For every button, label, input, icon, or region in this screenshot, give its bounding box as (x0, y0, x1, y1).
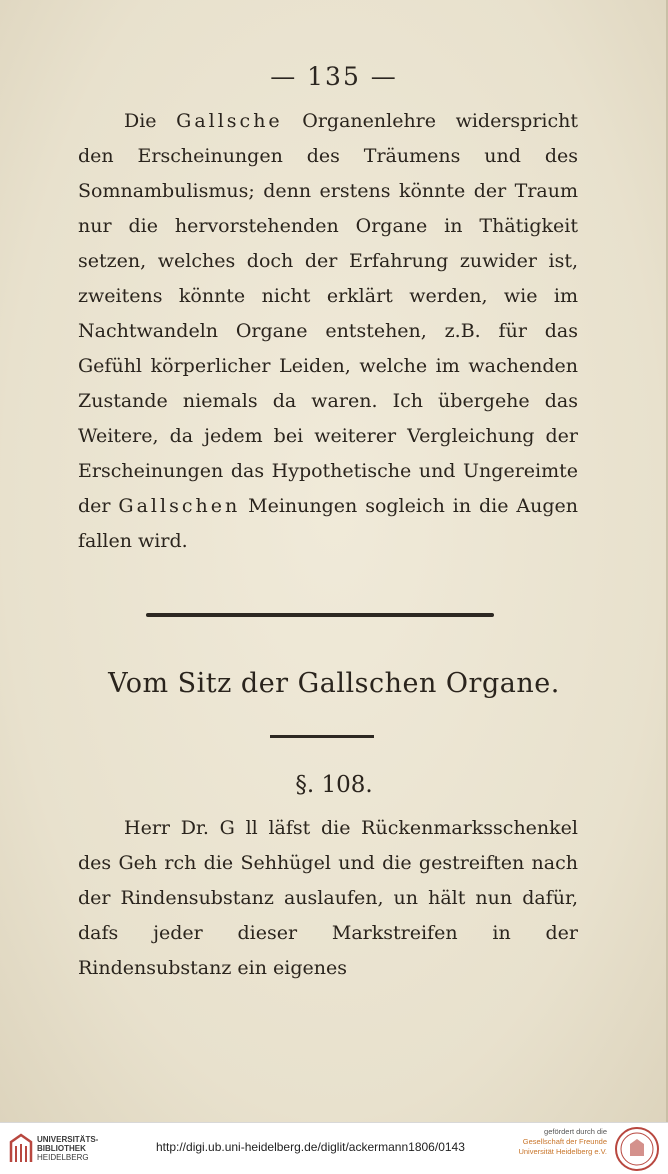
funder-line-2: Universität Heidelberg e.V. (518, 1147, 607, 1156)
paragraph-1-spaced-name: Gallsche (176, 110, 283, 132)
funding-note (512, 1127, 607, 1157)
paragraph-1-text-c: Meinungen sogleich in die Augen fallen wird. (78, 495, 578, 552)
page-number: — 135 — (270, 62, 398, 91)
paragraph-number: §. 108. (295, 772, 373, 798)
paragraph-2-text: Herr Dr. G ll läfst die Rückenmarksschenkel des Geh rch die Sehhügel und die gestreiften nach der Rindensubstanz auslaufen, un hält nun dafür, dafs jeder dieser Markstreifen in der Rindensubstanz ein eigenes (78, 817, 578, 979)
section-divider-rule (146, 613, 494, 617)
funded-by-label: gefördert durch die (544, 1127, 607, 1136)
permalink-url[interactable]: http://digi.ub.uni-heidelberg.de/diglit/ackermann1806/0143 (156, 1140, 465, 1154)
digitization-footer (0, 1122, 668, 1174)
paragraph-2 (78, 811, 578, 986)
funder-line-1: Gesellschaft der Freunde (522, 1137, 607, 1146)
paragraph-1-text-a: Die (124, 110, 177, 132)
library-name-line-1: UNIVERSITÄTS- (37, 1135, 99, 1144)
paragraph-1-text-b: Organenlehre widerspricht den Erscheinungen des Träumens und des Somnambulismus; denn erstens könnte der Traum nur die hervorstehenden Organe in Thätigkeit setzen, welches doch der Erfahrung zuwider ist, zweitens könnte nicht erklärt werden, wie im Nachtwandeln Organe entstehen, z.B. für das Gefühl körperlicher Leiden, welche im wachenden Zustande niemals da waren. Ich übergehe das Weitere, da jedem bei weiterer Vergleichung der Erscheinungen das Hypothetische und Ungereimte der (78, 110, 579, 517)
section-heading: Vom Sitz der Gallschen Organe. (108, 668, 560, 699)
heading-underline-rule (270, 735, 374, 738)
paragraph-1 (78, 104, 578, 559)
paragraph-1-spaced-name-2: Gallschen (118, 495, 241, 517)
library-name[interactable] (37, 1135, 107, 1162)
university-seal-icon[interactable] (614, 1126, 660, 1172)
library-logo-icon[interactable] (8, 1132, 34, 1166)
library-name-line-2: BIBLIOTHEK (37, 1144, 86, 1153)
library-name-line-3: HEIDELBERG (37, 1153, 89, 1162)
